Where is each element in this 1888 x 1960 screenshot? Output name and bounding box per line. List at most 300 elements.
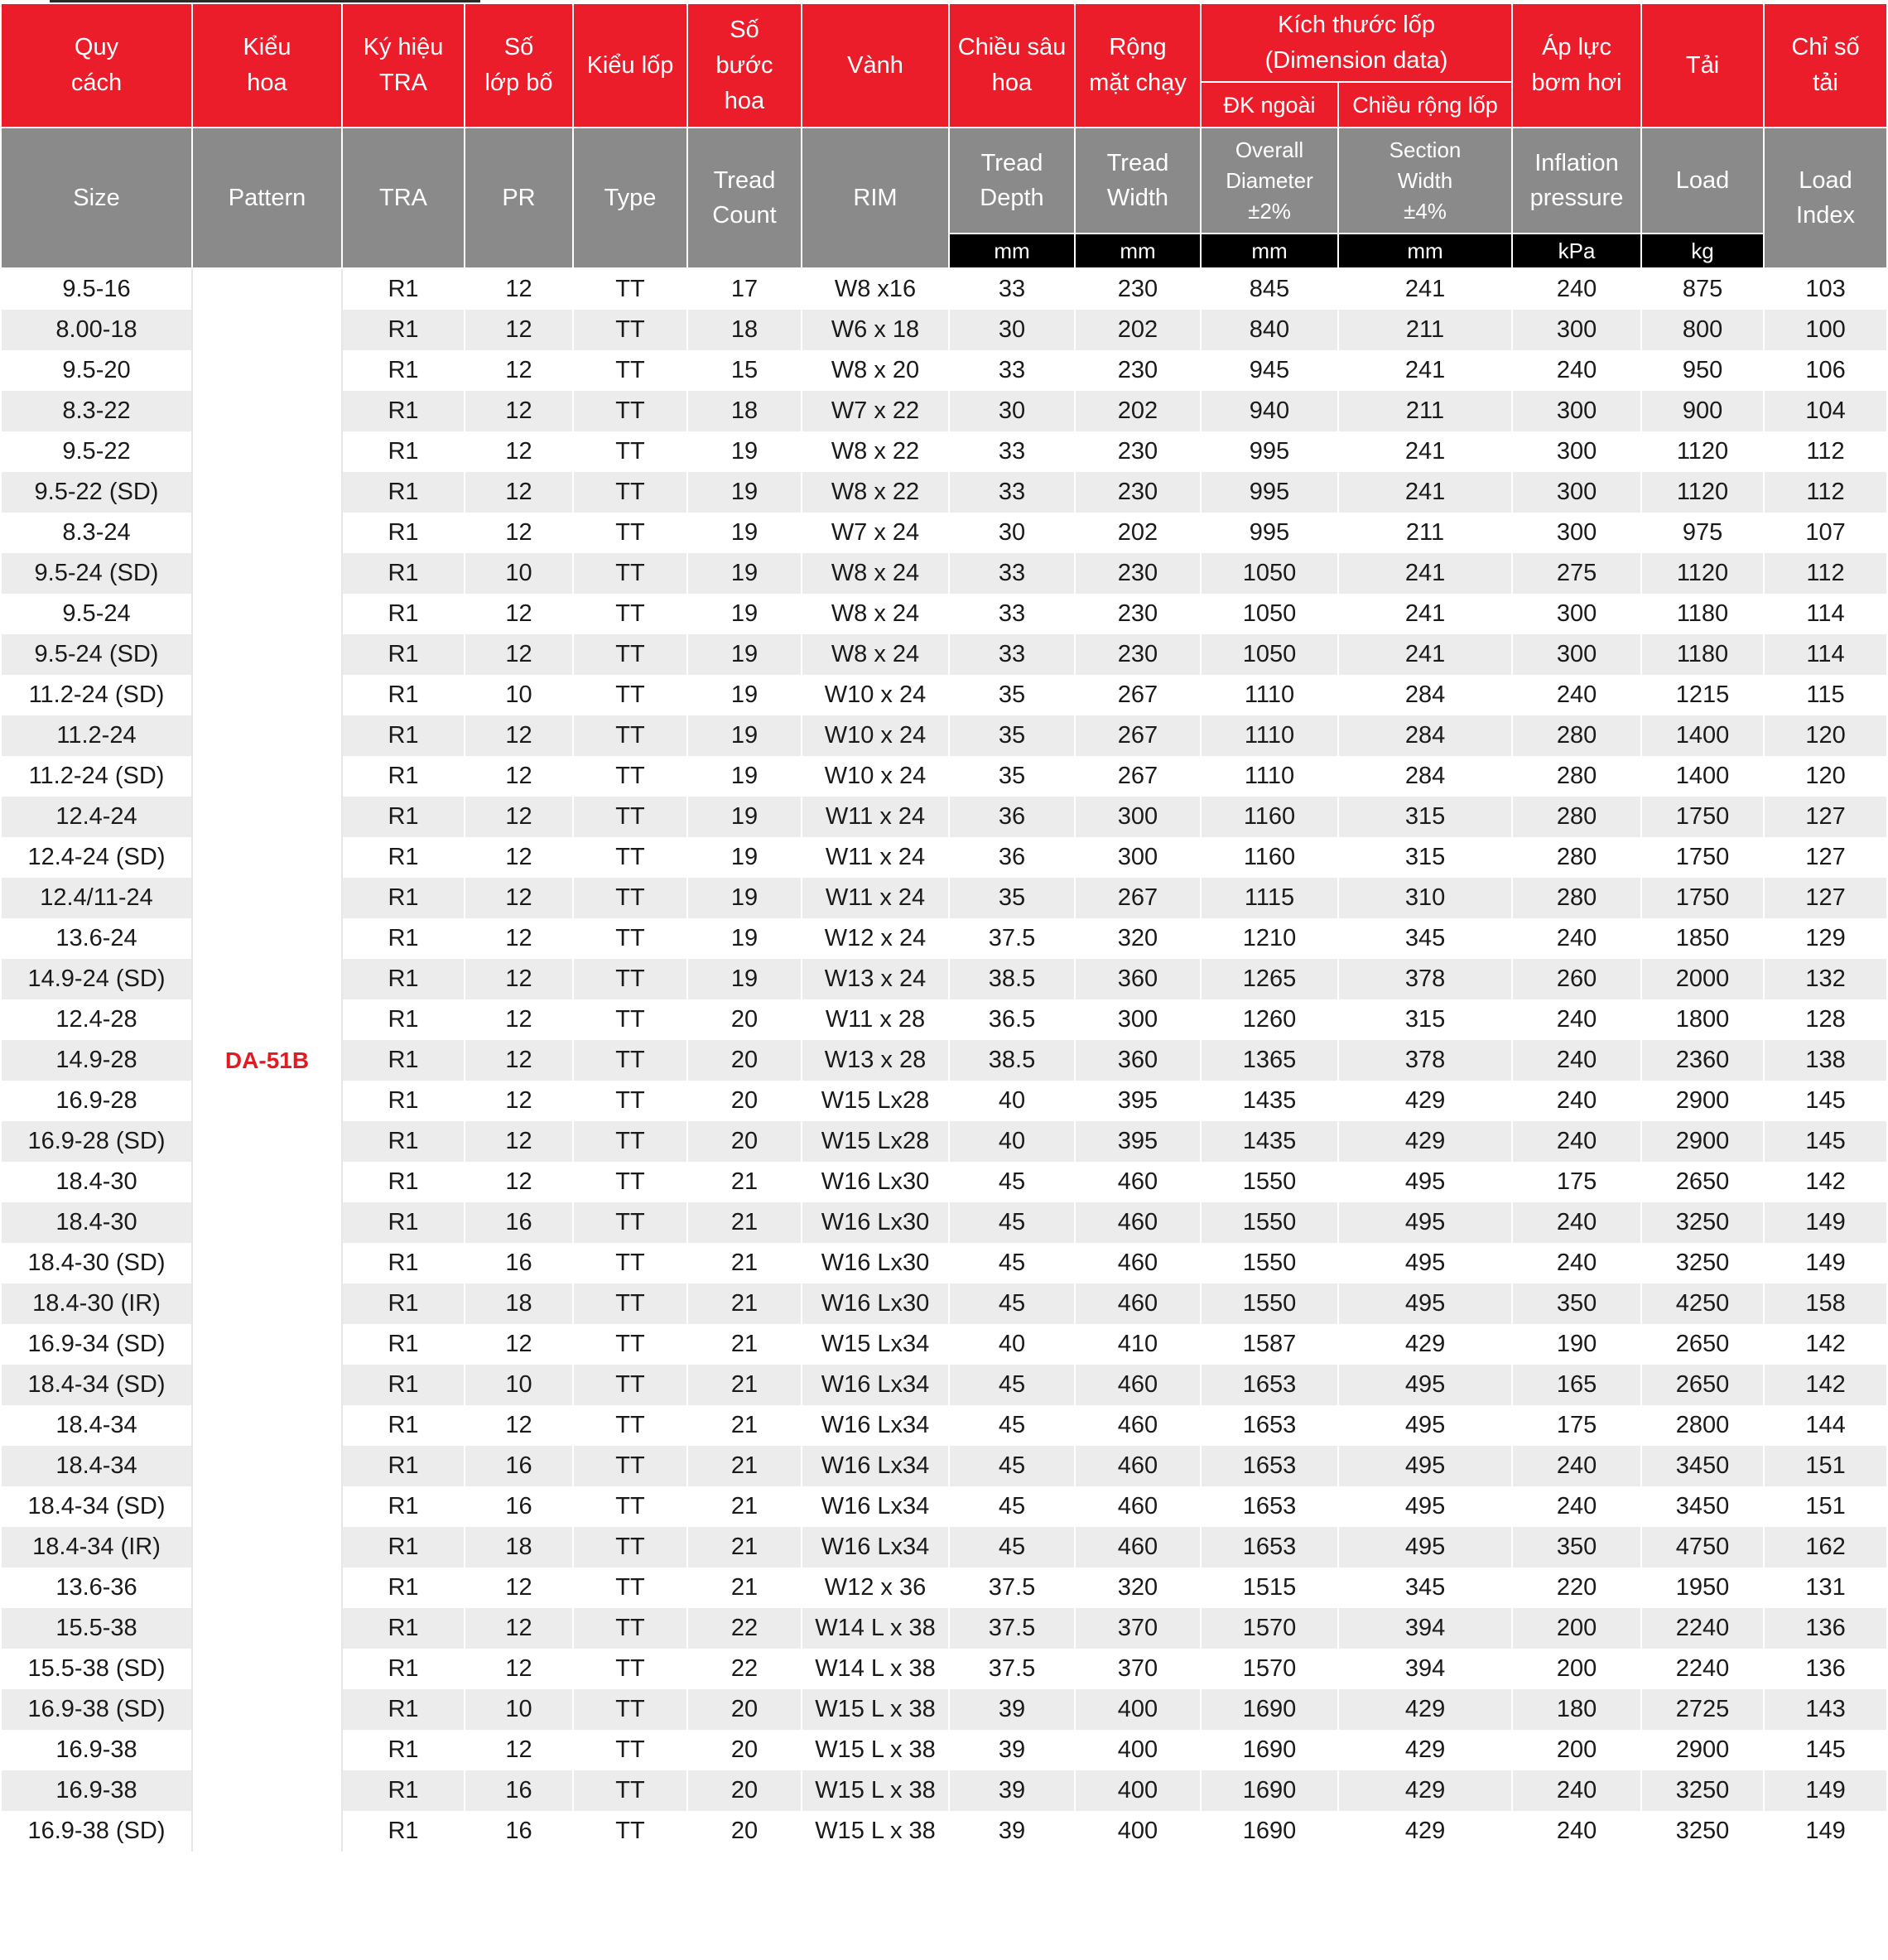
cell-tra: R1 [342,675,465,715]
cell-load: 2725 [1641,1689,1764,1730]
cell-overall-diameter: 995 [1201,431,1338,472]
cell-section-width: 495 [1338,1365,1512,1405]
cell-tread-count: 21 [687,1568,802,1608]
cell-type: TT [573,513,687,553]
cell-tread-depth: 45 [949,1486,1075,1527]
cell-tra: R1 [342,1040,465,1081]
cell-size: 18.4-34 (SD) [1,1365,192,1405]
cell-tra: R1 [342,310,465,350]
cell-inflation: 190 [1512,1324,1641,1365]
cell-section-width: 495 [1338,1202,1512,1243]
cell-load: 3250 [1641,1243,1764,1283]
cell-rim: W16 Lx30 [802,1283,949,1324]
cell-tread-width: 320 [1075,918,1201,959]
cell-inflation: 300 [1512,594,1641,634]
header-tread-count-vn: Số bước hoa [687,3,802,128]
cell-overall-diameter: 1435 [1201,1121,1338,1162]
cell-inflation: 200 [1512,1649,1641,1689]
cell-type: TT [573,756,687,797]
cell-rim: W15 Lx34 [802,1324,949,1365]
cell-tread-width: 230 [1075,553,1201,594]
cell-pr: 12 [465,634,573,675]
header-overall-diameter-en: Overall Diameter ±2% [1201,128,1338,234]
cell-tra: R1 [342,1770,465,1811]
cell-load: 1120 [1641,431,1764,472]
cell-type: TT [573,268,687,310]
cell-type: TT [573,1283,687,1324]
cell-pr: 10 [465,675,573,715]
cell-tread-count: 19 [687,553,802,594]
cell-rim: W15 L x 38 [802,1689,949,1730]
header-pattern-vn: Kiểu hoa [192,3,342,128]
cell-rim: W16 Lx34 [802,1486,949,1527]
cell-inflation: 275 [1512,553,1641,594]
cell-load-index: 112 [1764,553,1887,594]
cell-section-width: 315 [1338,837,1512,878]
cell-pr: 12 [465,959,573,999]
cell-inflation: 300 [1512,431,1641,472]
cell-inflation: 200 [1512,1730,1641,1770]
cell-type: TT [573,1405,687,1446]
cell-load-index: 115 [1764,675,1887,715]
cell-load-index: 151 [1764,1486,1887,1527]
cell-inflation: 300 [1512,472,1641,513]
cell-rim: W16 Lx34 [802,1446,949,1486]
cell-tread-count: 18 [687,310,802,350]
cell-tra: R1 [342,1162,465,1202]
cell-rim: W7 x 24 [802,513,949,553]
header-type-vn: Kiểu lốp [573,3,687,128]
cell-load: 3250 [1641,1202,1764,1243]
cell-load-index: 129 [1764,918,1887,959]
cell-pr: 10 [465,1689,573,1730]
cell-overall-diameter: 1160 [1201,797,1338,837]
cell-size: 18.4-34 [1,1446,192,1486]
cell-rim: W11 x 24 [802,878,949,918]
cell-tread-count: 19 [687,513,802,553]
unit-overall-diameter: mm [1201,234,1338,268]
cell-tread-width: 267 [1075,756,1201,797]
cell-tread-count: 21 [687,1527,802,1568]
cell-inflation: 280 [1512,797,1641,837]
cell-tread-depth: 33 [949,472,1075,513]
cell-section-width: 495 [1338,1243,1512,1283]
cell-tread-count: 19 [687,594,802,634]
cell-tread-count: 19 [687,918,802,959]
cell-tra: R1 [342,391,465,431]
cell-section-width: 211 [1338,513,1512,553]
cell-overall-diameter: 1435 [1201,1081,1338,1121]
cell-load-index: 127 [1764,837,1887,878]
cell-inflation: 240 [1512,1202,1641,1243]
cell-tread-depth: 36 [949,837,1075,878]
cell-pr: 18 [465,1283,573,1324]
cell-overall-diameter: 1110 [1201,675,1338,715]
cell-pr: 12 [465,1324,573,1365]
cell-tread-depth: 35 [949,878,1075,918]
cell-overall-diameter: 1110 [1201,715,1338,756]
cell-pr: 12 [465,431,573,472]
cell-tread-depth: 38.5 [949,959,1075,999]
header-row-vietnamese [1,3,1887,82]
cell-rim: W8 x 24 [802,553,949,594]
cell-type: TT [573,1689,687,1730]
cell-pr: 12 [465,1568,573,1608]
cell-type: TT [573,715,687,756]
header-tread-width-en: Tread Width [1075,128,1201,234]
cell-tread-depth: 45 [949,1405,1075,1446]
cell-overall-diameter: 1050 [1201,553,1338,594]
cell-tra: R1 [342,1689,465,1730]
cell-load: 2900 [1641,1121,1764,1162]
cell-type: TT [573,1486,687,1527]
cell-inflation: 300 [1512,634,1641,675]
cell-pr: 12 [465,1081,573,1121]
cell-size: 12.4-24 (SD) [1,837,192,878]
cell-size: 16.9-28 [1,1081,192,1121]
cell-rim: W8 x 24 [802,594,949,634]
cell-size: 11.2-24 [1,715,192,756]
cell-tra: R1 [342,1243,465,1283]
cell-tread-count: 21 [687,1243,802,1283]
cell-rim: W8 x 22 [802,431,949,472]
cell-type: TT [573,594,687,634]
cell-size: 18.4-30 (IR) [1,1283,192,1324]
cell-tread-count: 19 [687,837,802,878]
cell-pr: 12 [465,715,573,756]
cell-pr: 12 [465,1040,573,1081]
cell-type: TT [573,431,687,472]
cell-load: 2650 [1641,1162,1764,1202]
header-pr-vn: Số lớp bố [465,3,573,128]
cell-tread-depth: 45 [949,1202,1075,1243]
cell-pr: 12 [465,391,573,431]
cell-section-width: 495 [1338,1283,1512,1324]
cell-size: 18.4-30 [1,1162,192,1202]
cell-tread-count: 20 [687,1040,802,1081]
cell-pr: 12 [465,1608,573,1649]
cell-pr: 12 [465,1162,573,1202]
cell-tread-width: 267 [1075,675,1201,715]
cell-load-index: 136 [1764,1608,1887,1649]
cell-load-index: 103 [1764,268,1887,310]
cell-tra: R1 [342,553,465,594]
cell-size: 8.3-24 [1,513,192,553]
cell-overall-diameter: 845 [1201,268,1338,310]
cell-load: 3450 [1641,1446,1764,1486]
cell-section-width: 241 [1338,634,1512,675]
cell-load-index: 162 [1764,1527,1887,1568]
cell-type: TT [573,1608,687,1649]
cell-pr: 16 [465,1486,573,1527]
cell-rim: W16 Lx34 [802,1365,949,1405]
cell-section-width: 495 [1338,1162,1512,1202]
cell-rim: W11 x 24 [802,837,949,878]
cell-rim: W7 x 22 [802,391,949,431]
cell-overall-diameter: 1690 [1201,1730,1338,1770]
cell-size: 16.9-38 (SD) [1,1811,192,1852]
cell-load: 2800 [1641,1405,1764,1446]
cell-tread-width: 300 [1075,999,1201,1040]
cell-size: 9.5-20 [1,350,192,391]
cell-inflation: 240 [1512,1081,1641,1121]
cell-tread-depth: 39 [949,1730,1075,1770]
cell-load-index: 149 [1764,1811,1887,1852]
cell-load: 1215 [1641,675,1764,715]
cell-type: TT [573,350,687,391]
cell-tra: R1 [342,594,465,634]
cell-overall-diameter: 1110 [1201,756,1338,797]
cell-tread-depth: 33 [949,431,1075,472]
pattern-name-cell: DA-51B [192,268,342,1852]
cell-tread-width: 230 [1075,350,1201,391]
cell-overall-diameter: 1550 [1201,1243,1338,1283]
cell-load-index: 114 [1764,634,1887,675]
cell-inflation: 350 [1512,1283,1641,1324]
header-load-index-vn: Chỉ số tải [1764,3,1887,128]
cell-load: 4250 [1641,1283,1764,1324]
header-tread-width-vn: Rộng mặt chạy [1075,3,1201,128]
cell-tra: R1 [342,837,465,878]
cell-rim: W15 L x 38 [802,1730,949,1770]
cell-section-width: 241 [1338,594,1512,634]
cell-type: TT [573,634,687,675]
cell-load: 2650 [1641,1324,1764,1365]
cell-type: TT [573,1730,687,1770]
cell-rim: W11 x 24 [802,797,949,837]
cell-load: 2650 [1641,1365,1764,1405]
cell-tra: R1 [342,1324,465,1365]
cell-section-width: 429 [1338,1730,1512,1770]
cell-load-index: 138 [1764,1040,1887,1081]
cell-tra: R1 [342,634,465,675]
header-inflation-en: Inflation pressure [1512,128,1641,234]
cell-size: 8.3-22 [1,391,192,431]
cell-tra: R1 [342,1608,465,1649]
cell-inflation: 220 [1512,1568,1641,1608]
cell-rim: W10 x 24 [802,675,949,715]
header-tra-vn: Ký hiệu TRA [342,3,465,128]
cell-tread-count: 18 [687,391,802,431]
cell-pr: 12 [465,756,573,797]
cell-load-index: 149 [1764,1770,1887,1811]
cell-tread-width: 300 [1075,797,1201,837]
cell-size: 13.6-36 [1,1568,192,1608]
cell-tread-depth: 39 [949,1770,1075,1811]
cell-pr: 12 [465,878,573,918]
cell-rim: W15 Lx28 [802,1081,949,1121]
cell-inflation: 240 [1512,999,1641,1040]
cell-load-index: 142 [1764,1365,1887,1405]
cell-size: 12.4-28 [1,999,192,1040]
cell-tread-count: 19 [687,675,802,715]
header-inflation-vn: Áp lực bơm hơi [1512,3,1641,128]
cell-rim: W16 Lx30 [802,1243,949,1283]
cell-load-index: 136 [1764,1649,1887,1689]
cell-tread-width: 360 [1075,1040,1201,1081]
cell-load: 975 [1641,513,1764,553]
cell-overall-diameter: 1260 [1201,999,1338,1040]
cell-tread-width: 395 [1075,1121,1201,1162]
cell-tra: R1 [342,1730,465,1770]
cell-tread-depth: 40 [949,1081,1075,1121]
cell-load-index: 127 [1764,797,1887,837]
cell-tread-depth: 36.5 [949,999,1075,1040]
cell-size: 9.5-22 [1,431,192,472]
cell-section-width: 241 [1338,472,1512,513]
tire-spec-table [0,2,1888,1852]
header-section-width-vn: Chiều rộng lốp [1338,82,1512,128]
cell-load-index: 151 [1764,1446,1887,1486]
header-tread-depth-vn: Chiều sâu hoa [949,3,1075,128]
cell-load-index: 120 [1764,715,1887,756]
cell-tread-depth: 30 [949,391,1075,431]
cell-inflation: 240 [1512,675,1641,715]
cell-tread-width: 460 [1075,1162,1201,1202]
cell-load: 950 [1641,350,1764,391]
cell-tra: R1 [342,918,465,959]
cell-tread-depth: 37.5 [949,1608,1075,1649]
cell-load: 1400 [1641,715,1764,756]
header-tread-count-en: Tread Count [687,128,802,268]
cell-rim: W8 x 20 [802,350,949,391]
cell-tread-count: 19 [687,472,802,513]
cell-type: TT [573,553,687,594]
cell-load-index: 127 [1764,878,1887,918]
cell-size: 16.9-28 (SD) [1,1121,192,1162]
cell-overall-diameter: 1570 [1201,1649,1338,1689]
cell-load: 1750 [1641,878,1764,918]
cell-load-index: 145 [1764,1730,1887,1770]
cell-overall-diameter: 1050 [1201,634,1338,675]
cell-overall-diameter: 840 [1201,310,1338,350]
cell-tread-count: 20 [687,1811,802,1852]
cell-inflation: 280 [1512,756,1641,797]
cell-tread-depth: 39 [949,1811,1075,1852]
cell-rim: W13 x 28 [802,1040,949,1081]
cell-type: TT [573,1365,687,1405]
cell-load-index: 149 [1764,1243,1887,1283]
cell-tread-count: 19 [687,634,802,675]
cell-tread-depth: 35 [949,756,1075,797]
cell-pr: 12 [465,472,573,513]
cell-type: TT [573,1202,687,1243]
cell-overall-diameter: 1115 [1201,878,1338,918]
cell-inflation: 280 [1512,878,1641,918]
cell-tread-depth: 30 [949,513,1075,553]
cell-load-index: 143 [1764,1689,1887,1730]
cell-load: 1120 [1641,553,1764,594]
cell-load-index: 158 [1764,1283,1887,1324]
cell-size: 16.9-38 [1,1770,192,1811]
cell-rim: W14 L x 38 [802,1649,949,1689]
cell-size: 12.4/11-24 [1,878,192,918]
cell-type: TT [573,1324,687,1365]
cell-tread-count: 19 [687,431,802,472]
cell-inflation: 280 [1512,837,1641,878]
cell-type: TT [573,837,687,878]
cell-tra: R1 [342,1405,465,1446]
cell-rim: W12 x 36 [802,1568,949,1608]
cell-type: TT [573,1811,687,1852]
cell-load-index: 104 [1764,391,1887,431]
cell-section-width: 345 [1338,918,1512,959]
cell-pr: 12 [465,594,573,634]
cell-load-index: 142 [1764,1162,1887,1202]
cell-inflation: 180 [1512,1689,1641,1730]
cell-tra: R1 [342,1568,465,1608]
cell-tread-width: 230 [1075,268,1201,310]
cell-load: 1800 [1641,999,1764,1040]
cell-type: TT [573,675,687,715]
cell-tread-count: 20 [687,1121,802,1162]
cell-type: TT [573,959,687,999]
cell-tread-width: 370 [1075,1608,1201,1649]
cell-load: 2240 [1641,1608,1764,1649]
cell-overall-diameter: 1515 [1201,1568,1338,1608]
table-row [1,268,1887,310]
header-size-en: Size [1,128,192,268]
cell-tra: R1 [342,268,465,310]
cell-overall-diameter: 1570 [1201,1608,1338,1649]
cell-pr: 12 [465,918,573,959]
cell-tread-depth: 45 [949,1446,1075,1486]
cell-rim: W16 Lx34 [802,1527,949,1568]
cell-overall-diameter: 995 [1201,513,1338,553]
cell-tra: R1 [342,1081,465,1121]
cell-tread-depth: 45 [949,1283,1075,1324]
cell-size: 18.4-34 (IR) [1,1527,192,1568]
cell-load: 2900 [1641,1081,1764,1121]
cell-tread-count: 22 [687,1649,802,1689]
cell-section-width: 211 [1338,310,1512,350]
cell-tra: R1 [342,756,465,797]
cell-tread-depth: 37.5 [949,1568,1075,1608]
cell-tread-depth: 36 [949,797,1075,837]
cell-type: TT [573,918,687,959]
cell-rim: W15 L x 38 [802,1811,949,1852]
cell-tread-width: 230 [1075,472,1201,513]
cell-overall-diameter: 1550 [1201,1162,1338,1202]
cell-tread-width: 267 [1075,715,1201,756]
cell-section-width: 429 [1338,1689,1512,1730]
cell-tread-depth: 37.5 [949,1649,1075,1689]
cell-tra: R1 [342,715,465,756]
cell-rim: W13 x 24 [802,959,949,999]
unit-section-width: mm [1338,234,1512,268]
cell-load: 1950 [1641,1568,1764,1608]
cell-tread-count: 21 [687,1365,802,1405]
cell-type: TT [573,1770,687,1811]
cell-overall-diameter: 945 [1201,350,1338,391]
cell-type: TT [573,310,687,350]
cell-type: TT [573,797,687,837]
cell-size: 11.2-24 (SD) [1,675,192,715]
cell-overall-diameter: 1653 [1201,1486,1338,1527]
cell-tread-count: 21 [687,1162,802,1202]
cell-load: 1180 [1641,634,1764,675]
cell-tra: R1 [342,878,465,918]
cell-pr: 12 [465,797,573,837]
cell-overall-diameter: 1550 [1201,1202,1338,1243]
cell-section-width: 211 [1338,391,1512,431]
cell-size: 15.5-38 (SD) [1,1649,192,1689]
cell-tread-count: 19 [687,797,802,837]
cell-tread-count: 19 [687,959,802,999]
cell-section-width: 315 [1338,999,1512,1040]
cell-inflation: 240 [1512,918,1641,959]
cell-section-width: 394 [1338,1649,1512,1689]
